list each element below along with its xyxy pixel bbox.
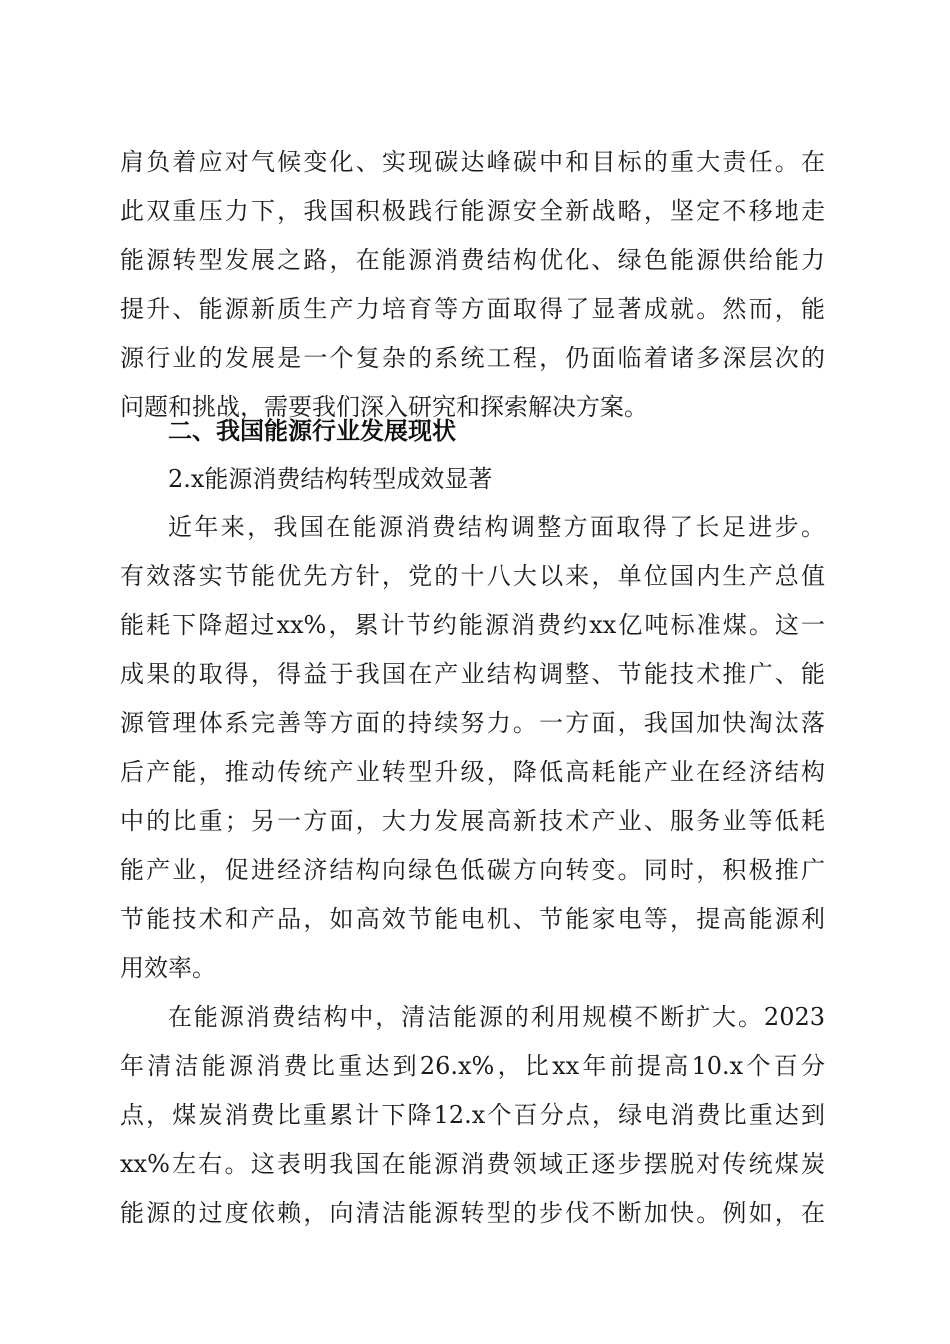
paragraph-2-line-10: 用效率。	[120, 954, 216, 982]
paragraph-1-line-2: 此双重压力下，我国积极践行能源安全新战略，坚定不移地走	[120, 197, 825, 225]
paragraph-2-line-2: 有效落实节能优先方针，党的十八大以来，单位国内生产总值	[120, 562, 825, 590]
paragraph-2-line-6: 后产能，推动传统产业转型升级，降低高耗能产业在经济结构	[120, 758, 825, 786]
paragraph-2-line-5: 源管理体系完善等方面的持续努力。一方面，我国加快淘汰落	[120, 709, 825, 737]
paragraph-3-line-1: 在能源消费结构中，清洁能源的利用规模不断扩大。2023	[168, 1003, 825, 1031]
section-heading: 二、我国能源行业发展现状	[168, 417, 456, 445]
paragraph-2-line-8: 能产业，促进经济结构向绿色低碳方向转变。同时，积极推广	[120, 856, 825, 884]
paragraph-2-line-4: 成果的取得，得益于我国在产业结构调整、节能技术推广、能	[120, 660, 825, 688]
paragraph-1-line-1: 肩负着应对气候变化、实现碳达峰碳中和目标的重大责任。在	[120, 148, 825, 176]
subsection-heading: 2.x能源消费结构转型成效显著	[168, 465, 493, 493]
paragraph-1-line-5: 源行业的发展是一个复杂的系统工程，仍面临着诸多深层次的	[120, 344, 825, 372]
paragraph-1-line-3: 能源转型发展之路，在能源消费结构优化、绿色能源供给能力	[120, 246, 825, 274]
paragraph-3-line-2: 年清洁能源消费比重达到26.x%，比xx年前提高10.x个百分	[120, 1052, 825, 1080]
paragraph-2-line-7: 中的比重；另一方面，大力发展高新技术产业、服务业等低耗	[120, 807, 825, 835]
paragraph-2-line-1: 近年来，我国在能源消费结构调整方面取得了长足进步。	[168, 513, 825, 541]
paragraph-2-line-9: 节能技术和产品，如高效节能电机、节能家电等，提高能源利	[120, 905, 825, 933]
paragraph-3-line-4: xx%左右。这表明我国在能源消费领域正逐步摆脱对传统煤炭	[120, 1150, 825, 1178]
paragraph-2-line-3: 能耗下降超过xx%，累计节约能源消费约xx亿吨标准煤。这一	[120, 611, 825, 639]
paragraph-1-line-6: 问题和挑战，需要我们深入研究和探索解决方案。	[120, 393, 648, 421]
paragraph-3-line-3: 点，煤炭消费比重累计下降12.x个百分点，绿电消费比重达到	[120, 1101, 825, 1129]
paragraph-3-line-5: 能源的过度依赖，向清洁能源转型的步伐不断加快。例如，在	[120, 1199, 825, 1227]
paragraph-1-line-4: 提升、能源新质生产力培育等方面取得了显著成就。然而，能	[120, 295, 825, 323]
